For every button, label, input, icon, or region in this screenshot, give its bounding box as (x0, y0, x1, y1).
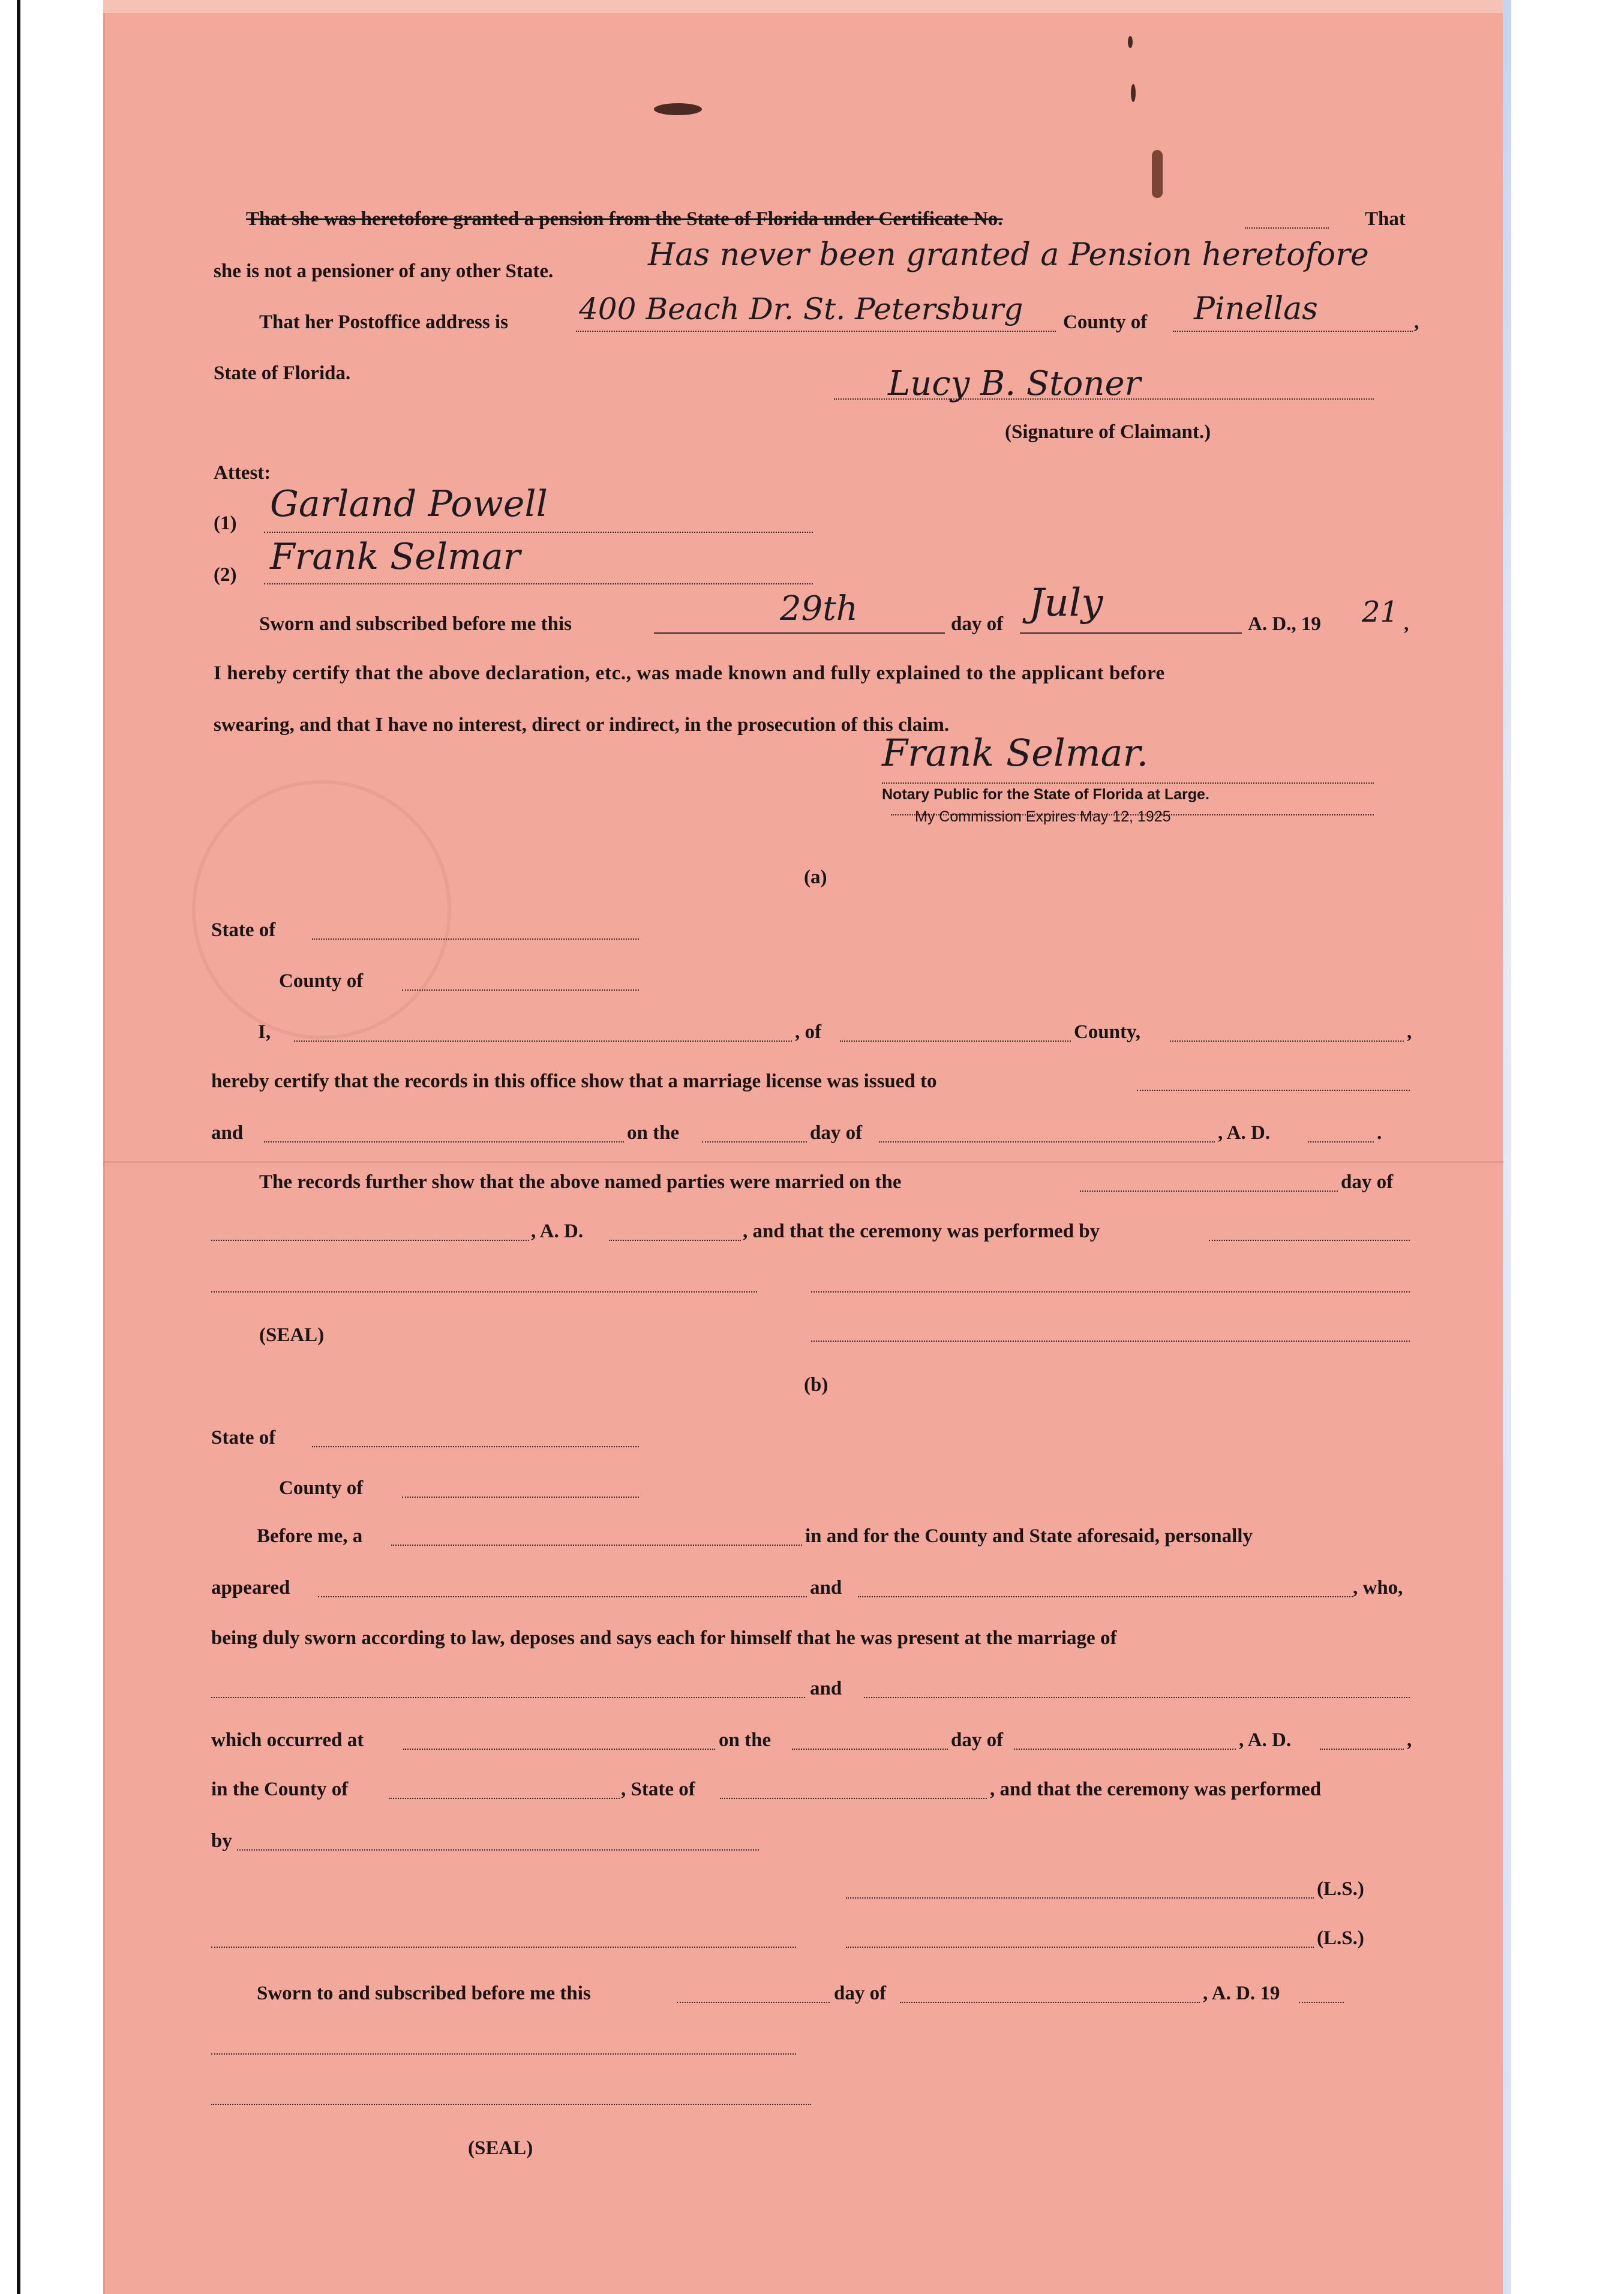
who-label: , who, (1353, 1577, 1403, 1599)
comma: , (1404, 613, 1409, 635)
pin-hole (1152, 150, 1163, 198)
notary-signature: Frank Selmar. (882, 731, 1149, 775)
day-of-label-b2: day of (834, 1983, 887, 2004)
state-field-b (312, 1426, 639, 1447)
ls-label-2: (L.S.) (1317, 1927, 1364, 1949)
county-of-label: County of (1063, 311, 1148, 333)
party-field-2 (864, 1677, 1410, 1698)
county-of-label-a: County of (279, 970, 364, 992)
comma: , (1414, 311, 1419, 333)
notary-stamp-line-2: My Commission Expires May 12, 1925 (915, 808, 1171, 825)
occurred-year-field (1320, 1728, 1404, 1750)
handwritten-address: 400 Beach Dr. St. Petersburg (579, 292, 1023, 326)
being-sworn-text: being duly sworn according to law, deposes and says each for himself that he was present at the marriage of (211, 1627, 1117, 1649)
form-page (103, 13, 1508, 2294)
licensee-field-1 (1137, 1069, 1410, 1091)
on-the-label-b: on the (719, 1729, 772, 1751)
and-label-a: and (211, 1122, 244, 1144)
state-of-florida-label: State of Florida. (214, 362, 351, 384)
before-me-label: Before me, a (257, 1525, 363, 1547)
attest-number-1: (1) (214, 512, 237, 534)
handwritten-county: Pinellas (1194, 291, 1318, 327)
state-of-label-b2: , State of (621, 1779, 695, 1800)
handwritten-day: 29th (780, 589, 858, 628)
sworn-day-field-b (677, 1981, 830, 2003)
signature-line-a (811, 1320, 1410, 1342)
place-field (403, 1728, 715, 1750)
sworn-year-field-b (1299, 1981, 1344, 2003)
scan-edge (17, 0, 20, 2294)
witness-line-b (211, 1926, 796, 1948)
by-label: by (211, 1830, 232, 1852)
ceremony-text-a: , and that the ceremony was performed by (743, 1221, 1100, 1242)
pin-hole (1128, 36, 1133, 48)
officer-signature-line-2 (211, 2083, 811, 2105)
ad-19-label-b: , A. D. 19 (1203, 1983, 1280, 2004)
officiant-line-a1 (211, 1271, 757, 1293)
license-certify-text: hereby certify that the records in this office show that a marriage license was issued to (211, 1070, 937, 1092)
state-of-label-b: State of (211, 1427, 276, 1449)
ls-label-1: (L.S.) (1317, 1878, 1364, 1900)
ls-line-1 (846, 1877, 1314, 1899)
official-name-field (294, 1020, 792, 1042)
day-of-label: day of (951, 613, 1004, 635)
marriage-day-field (1080, 1170, 1338, 1192)
officer-signature-line-1 (211, 2033, 796, 2055)
state-field-a (312, 918, 639, 940)
paper-fold (103, 1161, 1504, 1163)
ad-label-a: , A. D. (1218, 1122, 1271, 1144)
county-field-a (402, 969, 639, 991)
section-b-marker: (b) (804, 1374, 828, 1396)
county-field-b (402, 1476, 639, 1498)
day-of-label-a: day of (810, 1122, 863, 1144)
not-pensioner-text: she is not a pensioner of any other State. (214, 260, 554, 282)
scan-edge-right (1503, 0, 1511, 2294)
marriage-state-field (720, 1777, 987, 1799)
notary-stamp-line-1: Notary Public for the State of Florida at Large. (882, 786, 1209, 803)
county-of-label-b: County of (279, 1477, 364, 1499)
sworn-month-field-b (900, 1981, 1200, 2003)
in-county-label: in the County of (211, 1779, 349, 1800)
county-name-field-a (840, 1020, 1071, 1042)
licensee-field-2 (264, 1121, 624, 1142)
comma: , (1407, 1729, 1412, 1751)
handwritten-month: July (1029, 581, 1103, 625)
claimant-signature: Lucy B. Stoner (888, 364, 1141, 403)
attest-number-2: (2) (214, 564, 237, 586)
that-label: That (1365, 208, 1406, 230)
attest-signature-2: Frank Selmar (270, 536, 521, 578)
of-label: , of (795, 1021, 821, 1043)
seal-label-b: (SEAL) (468, 2137, 533, 2159)
paper-top-edge (103, 0, 1504, 14)
occurred-month-field (1014, 1728, 1236, 1750)
license-year-field (1308, 1121, 1374, 1142)
handwritten-year: 21 (1362, 595, 1399, 629)
occurred-at-label: which occurred at (211, 1729, 364, 1751)
and-label-b2: and (810, 1678, 842, 1699)
officiant-field-b (237, 1829, 759, 1851)
seal-label-a: (SEAL) (259, 1324, 325, 1346)
marriage-year-field (609, 1219, 741, 1241)
pin-hole (1131, 84, 1136, 102)
officiant-line-a2 (811, 1271, 1410, 1293)
ls-line-2 (846, 1926, 1314, 1948)
witness-field-2 (858, 1576, 1353, 1597)
struck-pension-line: That she was heretofore granted a pension from the State of Florida under Certificate No. (246, 208, 1003, 230)
postoffice-address-label: That her Postoffice address is (259, 311, 508, 333)
comma: , (1407, 1021, 1412, 1043)
sworn-to-label: Sworn to and subscribed before me this (257, 1983, 591, 2004)
ceremony-text-b: , and that the ceremony was performed (990, 1779, 1322, 1800)
embossed-seal (192, 780, 451, 1039)
certificate-no-field (1245, 207, 1329, 229)
witness-field-1 (318, 1576, 807, 1597)
ad-label-a2: , A. D. (531, 1221, 584, 1242)
on-the-label-a: on the (627, 1122, 680, 1144)
period: . (1377, 1122, 1382, 1144)
and-label-b: and (810, 1577, 842, 1599)
day-of-label-b: day of (951, 1729, 1004, 1751)
license-month-field (879, 1121, 1215, 1142)
ad-label-b: , A. D. (1239, 1729, 1292, 1751)
certify-text-1: I hereby certify that the above declaration, etc., was made known and fully explained to the applicant before (214, 662, 1165, 684)
section-a-marker: (a) (804, 866, 827, 888)
sworn-label: Sworn and subscribed before me this (259, 613, 572, 635)
staple-mark (654, 103, 702, 115)
officiant-field-a (1209, 1219, 1410, 1241)
license-day-field (702, 1121, 807, 1142)
day-of-label-end: day of (1341, 1171, 1394, 1193)
appeared-label: appeared (211, 1577, 290, 1599)
attest-label: Attest: (214, 462, 271, 484)
marriage-month-field (211, 1219, 529, 1241)
party-field-1 (211, 1677, 805, 1698)
attest-signature-1: Garland Powell (270, 483, 548, 525)
in-and-for-text: in and for the County and State aforesaid, personally (805, 1525, 1253, 1547)
i-label: I, (258, 1021, 271, 1043)
handwritten-note: Has never been granted a Pension heretofore (648, 237, 1369, 273)
ad-19-label: A. D., 19 (1248, 613, 1321, 635)
county-label-a: County, (1074, 1021, 1140, 1043)
officer-title-field (391, 1524, 802, 1546)
office-field (1170, 1020, 1404, 1042)
certify-text-2: swearing, and that I have no interest, direct or indirect, in the prosecution of this claim. (214, 714, 950, 736)
occurred-day-field (792, 1728, 948, 1750)
signature-caption: (Signature of Claimant.) (1005, 421, 1211, 443)
further-show-text: The records further show that the above named parties were married on the (259, 1171, 902, 1193)
marriage-county-field (389, 1777, 620, 1799)
state-of-label-a: State of (211, 919, 276, 941)
